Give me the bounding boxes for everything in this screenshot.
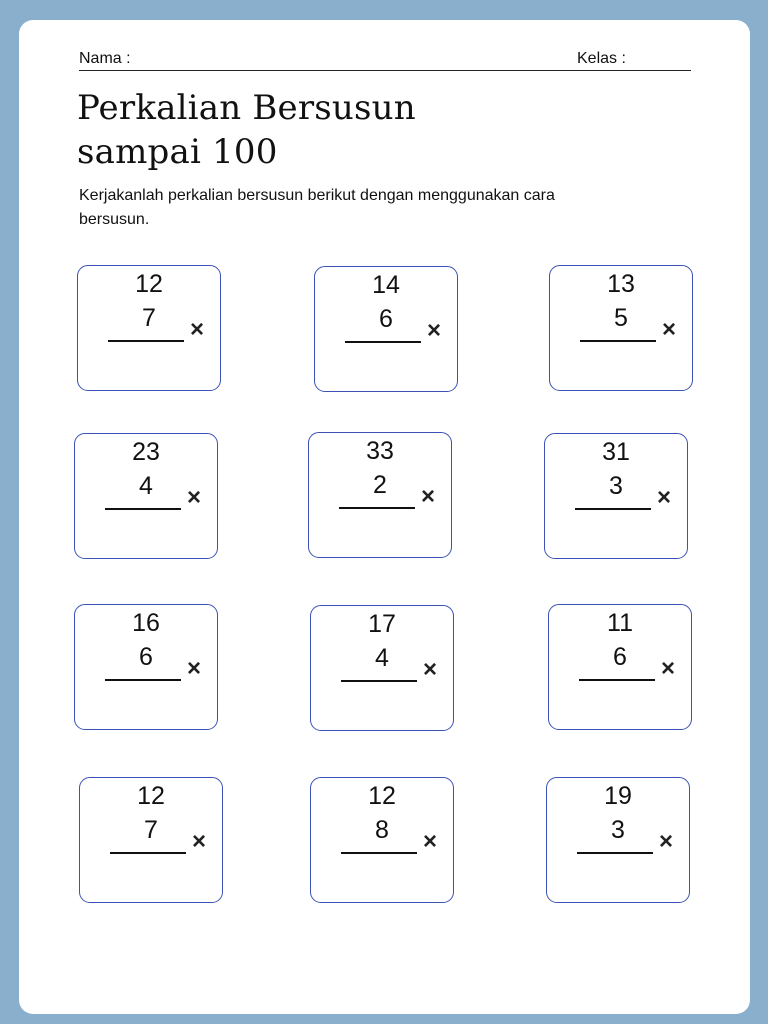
answer-line [341, 680, 417, 682]
multiplicand: 31 [602, 438, 630, 466]
page-title [77, 86, 416, 174]
multiplier: 3 [609, 472, 623, 500]
problem-box [74, 604, 218, 730]
multiply-icon: × [187, 484, 202, 511]
instructions-text: Kerjakanlah perkalian bersusun berikut dengan menggunakan cara bersusun. [79, 187, 555, 228]
multiplier: 3 [611, 816, 625, 844]
multiplier: 8 [375, 816, 389, 844]
problem-box [314, 266, 458, 392]
problem-box [310, 777, 454, 903]
answer-line [345, 341, 421, 343]
multiply-icon: × [661, 655, 676, 682]
multiplier: 6 [379, 305, 393, 333]
multiplicand: 19 [604, 782, 632, 810]
problem-box [79, 777, 223, 903]
multiplicand: 16 [132, 609, 160, 637]
worksheet-page [19, 20, 750, 1014]
multiplicand: 23 [132, 438, 160, 466]
title-line-1: Perkalian Bersusun [77, 88, 416, 128]
multiply-icon: × [659, 828, 674, 855]
problem-box [544, 433, 688, 559]
answer-line [575, 508, 651, 510]
multiply-icon: × [423, 828, 438, 855]
answer-line [339, 507, 415, 509]
multiplicand: 14 [372, 271, 400, 299]
problem-box [74, 433, 218, 559]
multiply-icon: × [657, 484, 672, 511]
problem-box [548, 604, 692, 730]
answer-line [341, 852, 417, 854]
multiplicand: 12 [137, 782, 165, 810]
nama-label: Nama : [79, 50, 131, 67]
multiplicand: 13 [607, 270, 635, 298]
multiplicand: 12 [368, 782, 396, 810]
problem-box [546, 777, 690, 903]
answer-line [105, 508, 181, 510]
multiplier: 4 [375, 644, 389, 672]
multiply-icon: × [423, 656, 438, 683]
multiplicand: 17 [368, 610, 396, 638]
answer-line [108, 340, 184, 342]
problem-box [77, 265, 221, 391]
multiply-icon: × [662, 316, 677, 343]
multiplicand: 12 [135, 270, 163, 298]
multiplier: 7 [144, 816, 158, 844]
multiplier: 6 [139, 643, 153, 671]
answer-line [110, 852, 186, 854]
multiplier: 2 [373, 471, 387, 499]
answer-line [579, 679, 655, 681]
answer-line [105, 679, 181, 681]
multiplier: 4 [139, 472, 153, 500]
multiplier: 7 [142, 304, 156, 332]
multiplier: 6 [613, 643, 627, 671]
multiply-icon: × [192, 828, 207, 855]
answer-line [580, 340, 656, 342]
title-line-2: sampai 100 [77, 132, 278, 172]
problem-box [310, 605, 454, 731]
multiplicand: 11 [607, 609, 633, 637]
multiplicand: 33 [366, 437, 394, 465]
multiply-icon: × [187, 655, 202, 682]
problem-box [308, 432, 452, 558]
multiply-icon: × [421, 483, 436, 510]
kelas-label: Kelas : [577, 50, 626, 67]
name-class-line [79, 70, 691, 71]
answer-line [577, 852, 653, 854]
multiplier: 5 [614, 304, 628, 332]
multiply-icon: × [427, 317, 442, 344]
problem-box [549, 265, 693, 391]
multiply-icon: × [190, 316, 205, 343]
